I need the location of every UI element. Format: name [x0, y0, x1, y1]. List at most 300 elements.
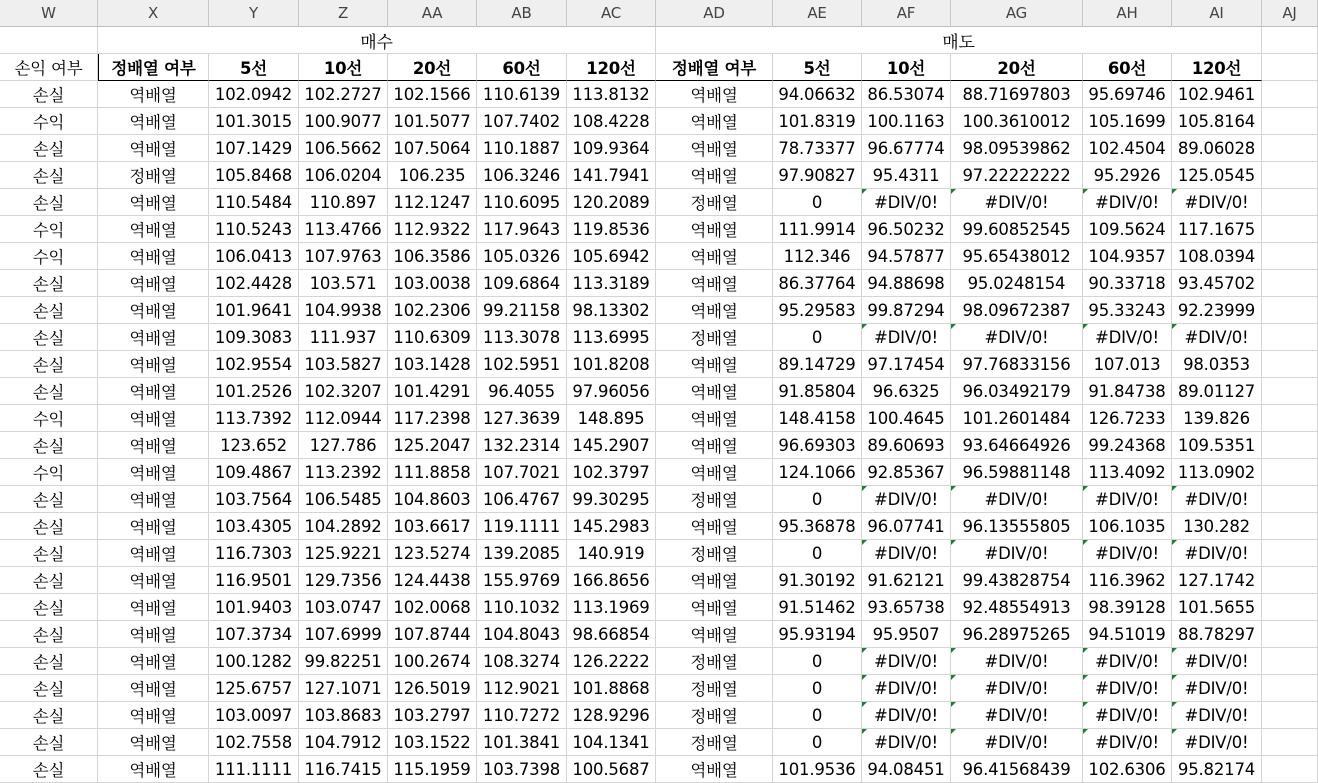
table-cell[interactable]: 117.2398	[388, 405, 477, 432]
table-cell[interactable]: 111.1111	[209, 756, 299, 783]
table-cell[interactable]: 108.0394	[1172, 243, 1262, 270]
table-cell[interactable]: 117.9643	[477, 216, 567, 243]
table-cell[interactable]: 103.0097	[209, 702, 299, 729]
table-cell[interactable]: 107.8744	[388, 621, 477, 648]
table-cell[interactable]: 95.82174	[1172, 756, 1262, 783]
column-header-aa[interactable]: AA	[388, 0, 477, 27]
table-cell[interactable]: 113.2392	[299, 459, 388, 486]
table-cell[interactable]: #DIV/0!	[862, 702, 951, 729]
table-cell[interactable]: #DIV/0!	[1083, 486, 1172, 513]
table-cell[interactable]: 역배열	[98, 513, 209, 540]
table-cell[interactable]: 100.2674	[388, 648, 477, 675]
table-cell[interactable]: 95.69746	[1083, 81, 1172, 108]
header-cell[interactable]: 5선	[773, 54, 862, 81]
table-cell[interactable]: 109.5351	[1172, 432, 1262, 459]
table-cell[interactable]: 110.5243	[209, 216, 299, 243]
table-cell[interactable]: 98.0353	[1172, 351, 1262, 378]
empty-cell[interactable]	[1262, 216, 1318, 243]
table-cell[interactable]: 102.9554	[209, 351, 299, 378]
table-cell[interactable]: 117.1675	[1172, 216, 1262, 243]
table-cell[interactable]: 96.69303	[773, 432, 862, 459]
table-cell[interactable]: #DIV/0!	[1172, 324, 1262, 351]
table-cell[interactable]: #DIV/0!	[1083, 702, 1172, 729]
table-cell[interactable]: 96.13555805	[951, 513, 1083, 540]
table-cell[interactable]: 89.06028	[1172, 135, 1262, 162]
table-cell[interactable]: 148.895	[567, 405, 656, 432]
table-cell[interactable]: 수익	[0, 216, 98, 243]
table-cell[interactable]: 125.2047	[388, 432, 477, 459]
table-cell[interactable]: 106.0204	[299, 162, 388, 189]
table-cell[interactable]: 98.39128	[1083, 594, 1172, 621]
table-cell[interactable]: #DIV/0!	[1172, 189, 1262, 216]
table-cell[interactable]: 102.2306	[388, 297, 477, 324]
table-cell[interactable]: 정배열	[656, 324, 773, 351]
table-cell[interactable]: #DIV/0!	[1083, 540, 1172, 567]
table-cell[interactable]: 86.37764	[773, 270, 862, 297]
table-cell[interactable]: 96.6325	[862, 378, 951, 405]
empty-cell[interactable]	[1262, 243, 1318, 270]
table-cell[interactable]: 88.78297	[1172, 621, 1262, 648]
table-cell[interactable]: #DIV/0!	[1172, 702, 1262, 729]
table-cell[interactable]: 역배열	[656, 216, 773, 243]
table-cell[interactable]: 139.2085	[477, 540, 567, 567]
table-cell[interactable]: 101.9641	[209, 297, 299, 324]
empty-cell[interactable]	[0, 27, 98, 54]
header-cell[interactable]: 손익 여부	[0, 54, 98, 81]
table-cell[interactable]: 95.0248154	[951, 270, 1083, 297]
table-cell[interactable]: 수익	[0, 243, 98, 270]
table-cell[interactable]: 94.51019	[1083, 621, 1172, 648]
table-cell[interactable]: 103.5827	[299, 351, 388, 378]
table-cell[interactable]: 99.60852545	[951, 216, 1083, 243]
table-cell[interactable]: 102.4428	[209, 270, 299, 297]
table-cell[interactable]: 손실	[0, 540, 98, 567]
table-cell[interactable]: 139.826	[1172, 405, 1262, 432]
table-cell[interactable]: 86.53074	[862, 81, 951, 108]
table-cell[interactable]: #DIV/0!	[951, 324, 1083, 351]
empty-cell[interactable]	[1262, 405, 1318, 432]
table-cell[interactable]: 106.5485	[299, 486, 388, 513]
table-cell[interactable]: 99.30295	[567, 486, 656, 513]
table-cell[interactable]: 정배열	[98, 162, 209, 189]
table-cell[interactable]: 93.65738	[862, 594, 951, 621]
table-cell[interactable]: 역배열	[656, 162, 773, 189]
table-cell[interactable]: 126.5019	[388, 675, 477, 702]
table-cell[interactable]: 110.6309	[388, 324, 477, 351]
table-cell[interactable]: 111.937	[299, 324, 388, 351]
table-cell[interactable]: 92.48554913	[951, 594, 1083, 621]
column-header-af[interactable]: AF	[862, 0, 951, 27]
table-cell[interactable]: 역배열	[98, 486, 209, 513]
table-cell[interactable]: 124.1066	[773, 459, 862, 486]
table-cell[interactable]: 88.71697803	[951, 81, 1083, 108]
table-cell[interactable]: 112.1247	[388, 189, 477, 216]
table-cell[interactable]: 97.22222222	[951, 162, 1083, 189]
table-cell[interactable]: 106.3586	[388, 243, 477, 270]
header-cell[interactable]: 20선	[951, 54, 1083, 81]
table-cell[interactable]: #DIV/0!	[951, 648, 1083, 675]
table-cell[interactable]: 역배열	[656, 135, 773, 162]
table-cell[interactable]: 손실	[0, 297, 98, 324]
table-cell[interactable]: 113.7392	[209, 405, 299, 432]
empty-cell[interactable]	[1262, 135, 1318, 162]
table-cell[interactable]: #DIV/0!	[951, 675, 1083, 702]
header-cell[interactable]: 10선	[299, 54, 388, 81]
table-cell[interactable]: 103.6617	[388, 513, 477, 540]
table-cell[interactable]: 93.45702	[1172, 270, 1262, 297]
table-cell[interactable]: 역배열	[98, 351, 209, 378]
table-cell[interactable]: 91.51462	[773, 594, 862, 621]
table-cell[interactable]: 107.9763	[299, 243, 388, 270]
table-cell[interactable]: 역배열	[98, 540, 209, 567]
table-cell[interactable]: 110.5484	[209, 189, 299, 216]
empty-cell[interactable]	[1262, 189, 1318, 216]
header-cell[interactable]: 정배열 여부	[98, 54, 209, 81]
table-cell[interactable]: 99.43828754	[951, 567, 1083, 594]
table-cell[interactable]: 96.67774	[862, 135, 951, 162]
column-header-ac[interactable]: AC	[567, 0, 656, 27]
table-cell[interactable]: 역배열	[98, 324, 209, 351]
table-cell[interactable]: 89.60693	[862, 432, 951, 459]
table-cell[interactable]: 108.3274	[477, 648, 567, 675]
table-cell[interactable]: #DIV/0!	[1083, 189, 1172, 216]
table-cell[interactable]: 정배열	[656, 486, 773, 513]
table-cell[interactable]: 113.4092	[1083, 459, 1172, 486]
table-cell[interactable]: 111.9914	[773, 216, 862, 243]
table-cell[interactable]: 78.73377	[773, 135, 862, 162]
table-cell[interactable]: 109.3083	[209, 324, 299, 351]
empty-cell[interactable]	[1262, 540, 1318, 567]
table-cell[interactable]: 113.3189	[567, 270, 656, 297]
table-cell[interactable]: 역배열	[656, 297, 773, 324]
table-cell[interactable]: 0	[773, 675, 862, 702]
table-cell[interactable]: 역배열	[98, 702, 209, 729]
table-cell[interactable]: 91.30192	[773, 567, 862, 594]
table-cell[interactable]: 96.50232	[862, 216, 951, 243]
table-cell[interactable]: 96.41568439	[951, 756, 1083, 783]
table-cell[interactable]: 102.3207	[299, 378, 388, 405]
table-cell[interactable]: 역배열	[656, 459, 773, 486]
table-cell[interactable]: 104.1341	[567, 729, 656, 756]
table-cell[interactable]: 정배열	[656, 648, 773, 675]
table-cell[interactable]: #DIV/0!	[1172, 729, 1262, 756]
table-cell[interactable]: 103.8683	[299, 702, 388, 729]
table-cell[interactable]: 역배열	[656, 513, 773, 540]
column-header-aj[interactable]: AJ	[1262, 0, 1318, 27]
empty-cell[interactable]	[1262, 81, 1318, 108]
table-cell[interactable]: 113.6995	[567, 324, 656, 351]
table-cell[interactable]: 역배열	[98, 594, 209, 621]
empty-cell[interactable]	[1262, 270, 1318, 297]
table-cell[interactable]: 101.9536	[773, 756, 862, 783]
table-cell[interactable]: #DIV/0!	[862, 729, 951, 756]
table-cell[interactable]: 103.4305	[209, 513, 299, 540]
table-cell[interactable]: 101.3841	[477, 729, 567, 756]
table-cell[interactable]: 91.84738	[1083, 378, 1172, 405]
table-cell[interactable]: 102.5951	[477, 351, 567, 378]
table-cell[interactable]: 91.62121	[862, 567, 951, 594]
table-cell[interactable]: 107.013	[1083, 351, 1172, 378]
table-cell[interactable]: 110.6139	[477, 81, 567, 108]
table-cell[interactable]: 126.7233	[1083, 405, 1172, 432]
table-cell[interactable]: 127.1742	[1172, 567, 1262, 594]
table-cell[interactable]: 95.29583	[773, 297, 862, 324]
header-cell[interactable]: 60선	[1083, 54, 1172, 81]
table-cell[interactable]: 99.82251	[299, 648, 388, 675]
table-cell[interactable]: 95.93194	[773, 621, 862, 648]
table-cell[interactable]: 정배열	[656, 675, 773, 702]
empty-cell[interactable]	[1262, 675, 1318, 702]
table-cell[interactable]: 107.6999	[299, 621, 388, 648]
table-cell[interactable]: 역배열	[656, 270, 773, 297]
table-cell[interactable]: 102.3797	[567, 459, 656, 486]
table-cell[interactable]: 112.9021	[477, 675, 567, 702]
table-cell[interactable]: 역배열	[98, 297, 209, 324]
table-cell[interactable]: 98.66854	[567, 621, 656, 648]
table-cell[interactable]: 102.9461	[1172, 81, 1262, 108]
table-cell[interactable]: 103.0747	[299, 594, 388, 621]
table-cell[interactable]: 108.4228	[567, 108, 656, 135]
table-cell[interactable]: 97.17454	[862, 351, 951, 378]
table-cell[interactable]: 역배열	[656, 81, 773, 108]
table-cell[interactable]: 99.24368	[1083, 432, 1172, 459]
header-cell[interactable]: 20선	[388, 54, 477, 81]
table-cell[interactable]: #DIV/0!	[862, 648, 951, 675]
header-cell[interactable]: 60선	[477, 54, 567, 81]
table-cell[interactable]: 95.65438012	[951, 243, 1083, 270]
table-cell[interactable]: 95.4311	[862, 162, 951, 189]
table-cell[interactable]: 106.235	[388, 162, 477, 189]
table-cell[interactable]: 역배열	[98, 648, 209, 675]
table-cell[interactable]: 92.85367	[862, 459, 951, 486]
table-cell[interactable]: #DIV/0!	[1172, 540, 1262, 567]
table-cell[interactable]: 104.9938	[299, 297, 388, 324]
table-cell[interactable]: 역배열	[98, 216, 209, 243]
table-cell[interactable]: 107.5064	[388, 135, 477, 162]
table-cell[interactable]: 127.1071	[299, 675, 388, 702]
table-cell[interactable]: 101.5655	[1172, 594, 1262, 621]
table-cell[interactable]: 126.2222	[567, 648, 656, 675]
table-cell[interactable]: 0	[773, 702, 862, 729]
column-header-ag[interactable]: AG	[951, 0, 1083, 27]
table-cell[interactable]: 110.6095	[477, 189, 567, 216]
table-cell[interactable]: 129.7356	[299, 567, 388, 594]
empty-cell[interactable]	[1262, 756, 1318, 783]
column-header-x[interactable]: X	[98, 0, 209, 27]
table-cell[interactable]: 100.1163	[862, 108, 951, 135]
table-cell[interactable]: 95.2926	[1083, 162, 1172, 189]
header-cell[interactable]: 정배열 여부	[656, 54, 773, 81]
table-cell[interactable]: 105.1699	[1083, 108, 1172, 135]
table-cell[interactable]: 역배열	[98, 378, 209, 405]
table-cell[interactable]: 105.0326	[477, 243, 567, 270]
table-cell[interactable]: 105.8164	[1172, 108, 1262, 135]
table-cell[interactable]: #DIV/0!	[1083, 648, 1172, 675]
table-cell[interactable]: 106.4767	[477, 486, 567, 513]
table-cell[interactable]: 102.7558	[209, 729, 299, 756]
table-cell[interactable]: 역배열	[656, 378, 773, 405]
table-cell[interactable]: 116.3962	[1083, 567, 1172, 594]
table-cell[interactable]: 손실	[0, 135, 98, 162]
table-cell[interactable]: 110.1887	[477, 135, 567, 162]
table-cell[interactable]: 101.8868	[567, 675, 656, 702]
table-cell[interactable]: 100.9077	[299, 108, 388, 135]
empty-cell[interactable]	[1262, 648, 1318, 675]
table-cell[interactable]: 0	[773, 648, 862, 675]
table-cell[interactable]: 140.919	[567, 540, 656, 567]
table-cell[interactable]: 역배열	[656, 432, 773, 459]
table-cell[interactable]: 손실	[0, 81, 98, 108]
empty-cell[interactable]	[1262, 702, 1318, 729]
table-cell[interactable]: 0	[773, 729, 862, 756]
table-cell[interactable]: 103.7398	[477, 756, 567, 783]
table-cell[interactable]: 141.7941	[567, 162, 656, 189]
empty-cell[interactable]	[1262, 621, 1318, 648]
table-cell[interactable]: 101.3015	[209, 108, 299, 135]
empty-cell[interactable]	[1262, 27, 1318, 54]
table-cell[interactable]: 113.8132	[567, 81, 656, 108]
table-cell[interactable]: #DIV/0!	[951, 540, 1083, 567]
table-cell[interactable]: 105.8468	[209, 162, 299, 189]
header-cell[interactable]: 120선	[1172, 54, 1262, 81]
table-cell[interactable]: 101.5077	[388, 108, 477, 135]
column-header-ad[interactable]: AD	[656, 0, 773, 27]
table-cell[interactable]: 손실	[0, 621, 98, 648]
table-cell[interactable]: 94.06632	[773, 81, 862, 108]
table-cell[interactable]: 100.1282	[209, 648, 299, 675]
table-cell[interactable]: 96.07741	[862, 513, 951, 540]
table-cell[interactable]: 89.01127	[1172, 378, 1262, 405]
table-cell[interactable]: 100.4645	[862, 405, 951, 432]
table-cell[interactable]: 손실	[0, 378, 98, 405]
table-cell[interactable]: 119.1111	[477, 513, 567, 540]
table-cell[interactable]: 역배열	[98, 189, 209, 216]
table-cell[interactable]: 166.8656	[567, 567, 656, 594]
table-cell[interactable]: 97.90827	[773, 162, 862, 189]
header-cell[interactable]	[1262, 54, 1318, 81]
table-cell[interactable]: 125.6757	[209, 675, 299, 702]
table-cell[interactable]: 112.9322	[388, 216, 477, 243]
table-cell[interactable]: 102.0068	[388, 594, 477, 621]
table-cell[interactable]: #DIV/0!	[1083, 729, 1172, 756]
table-cell[interactable]: 정배열	[656, 189, 773, 216]
table-cell[interactable]: 104.8603	[388, 486, 477, 513]
table-cell[interactable]: 손실	[0, 513, 98, 540]
table-cell[interactable]: 손실	[0, 702, 98, 729]
table-cell[interactable]: 113.4766	[299, 216, 388, 243]
table-cell[interactable]: 99.87294	[862, 297, 951, 324]
table-cell[interactable]: 110.7272	[477, 702, 567, 729]
table-cell[interactable]: 105.6942	[567, 243, 656, 270]
table-cell[interactable]: 103.2797	[388, 702, 477, 729]
table-cell[interactable]: 101.4291	[388, 378, 477, 405]
table-cell[interactable]: 0	[773, 486, 862, 513]
table-cell[interactable]: 119.8536	[567, 216, 656, 243]
table-cell[interactable]: 손실	[0, 324, 98, 351]
table-cell[interactable]: 103.571	[299, 270, 388, 297]
table-cell[interactable]: 손실	[0, 162, 98, 189]
table-cell[interactable]: 103.7564	[209, 486, 299, 513]
table-cell[interactable]: 107.1429	[209, 135, 299, 162]
header-cell[interactable]: 10선	[862, 54, 951, 81]
table-cell[interactable]: 손실	[0, 594, 98, 621]
table-cell[interactable]: 손실	[0, 270, 98, 297]
table-cell[interactable]: 116.9501	[209, 567, 299, 594]
table-cell[interactable]: 112.0944	[299, 405, 388, 432]
table-cell[interactable]: #DIV/0!	[862, 324, 951, 351]
table-cell[interactable]: 역배열	[656, 243, 773, 270]
table-cell[interactable]: 127.786	[299, 432, 388, 459]
table-cell[interactable]: #DIV/0!	[862, 675, 951, 702]
table-cell[interactable]: 95.9507	[862, 621, 951, 648]
table-cell[interactable]: 정배열	[656, 702, 773, 729]
table-cell[interactable]: 역배열	[98, 135, 209, 162]
empty-cell[interactable]	[1262, 297, 1318, 324]
table-cell[interactable]: 104.9357	[1083, 243, 1172, 270]
table-cell[interactable]: 역배열	[98, 108, 209, 135]
column-header-w[interactable]: W	[0, 0, 98, 27]
table-cell[interactable]: 95.33243	[1083, 297, 1172, 324]
table-cell[interactable]: 손실	[0, 648, 98, 675]
table-cell[interactable]: 101.8208	[567, 351, 656, 378]
empty-cell[interactable]	[1262, 729, 1318, 756]
table-cell[interactable]: 역배열	[656, 108, 773, 135]
table-cell[interactable]: #DIV/0!	[951, 486, 1083, 513]
table-cell[interactable]: 116.7303	[209, 540, 299, 567]
table-cell[interactable]: #DIV/0!	[1172, 486, 1262, 513]
column-header-z[interactable]: Z	[299, 0, 388, 27]
table-cell[interactable]: 101.2526	[209, 378, 299, 405]
table-cell[interactable]: 95.36878	[773, 513, 862, 540]
table-cell[interactable]: 132.2314	[477, 432, 567, 459]
table-cell[interactable]: 109.6864	[477, 270, 567, 297]
table-cell[interactable]: 96.03492179	[951, 378, 1083, 405]
table-cell[interactable]: 97.96056	[567, 378, 656, 405]
table-cell[interactable]: 103.1522	[388, 729, 477, 756]
table-cell[interactable]: #DIV/0!	[1083, 675, 1172, 702]
table-cell[interactable]: 역배열	[656, 567, 773, 594]
table-cell[interactable]: 127.3639	[477, 405, 567, 432]
table-cell[interactable]: 역배열	[98, 405, 209, 432]
table-cell[interactable]: 93.64664926	[951, 432, 1083, 459]
table-cell[interactable]: 수익	[0, 405, 98, 432]
table-cell[interactable]: 역배열	[98, 729, 209, 756]
table-cell[interactable]: 107.3734	[209, 621, 299, 648]
table-cell[interactable]: 수익	[0, 459, 98, 486]
table-cell[interactable]: 수익	[0, 108, 98, 135]
empty-cell[interactable]	[1262, 486, 1318, 513]
table-cell[interactable]: 128.9296	[567, 702, 656, 729]
table-cell[interactable]: 92.23999	[1172, 297, 1262, 324]
table-cell[interactable]: 손실	[0, 486, 98, 513]
table-cell[interactable]: 115.1959	[388, 756, 477, 783]
table-cell[interactable]: 102.2727	[299, 81, 388, 108]
table-cell[interactable]: 101.2601484	[951, 405, 1083, 432]
table-cell[interactable]: 89.14729	[773, 351, 862, 378]
table-cell[interactable]: #DIV/0!	[1172, 675, 1262, 702]
table-cell[interactable]: 역배열	[98, 432, 209, 459]
table-cell[interactable]: 손실	[0, 351, 98, 378]
empty-cell[interactable]	[1262, 378, 1318, 405]
table-cell[interactable]: 94.08451	[862, 756, 951, 783]
table-cell[interactable]: 107.7021	[477, 459, 567, 486]
column-header-ae[interactable]: AE	[773, 0, 862, 27]
table-cell[interactable]: #DIV/0!	[951, 189, 1083, 216]
table-cell[interactable]: 102.0942	[209, 81, 299, 108]
table-cell[interactable]: 102.4504	[1083, 135, 1172, 162]
table-cell[interactable]: 102.1566	[388, 81, 477, 108]
table-cell[interactable]: 역배열	[98, 567, 209, 594]
